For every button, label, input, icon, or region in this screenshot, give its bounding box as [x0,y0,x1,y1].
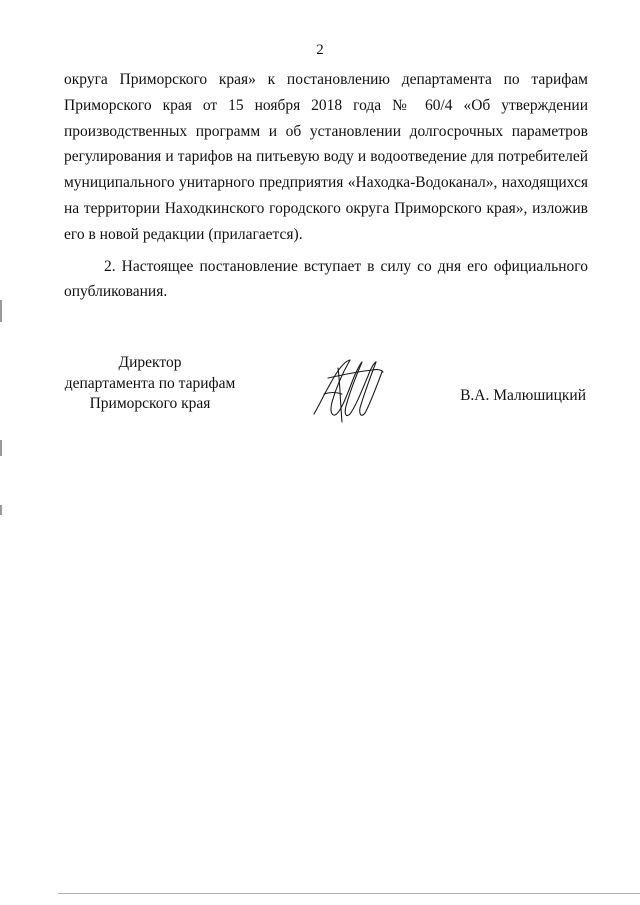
handwritten-signature [312,358,384,424]
text-line: опубликования. [64,283,168,301]
scan-edge-mark [0,440,2,456]
bottom-rule [58,893,640,894]
text-line: округа Приморского края» к постановлению департамента по тарифам [64,71,588,88]
signer-title [50,353,250,415]
paragraph-1 [64,67,588,248]
text-line: производственных программ и об установлении долгосрочных параметров [64,122,588,140]
text-line: регулирования и тарифов на питьевую воду и водоотведение для потребителей [64,148,588,166]
scan-edge-mark [0,300,2,322]
text-line: на территории Находкинского городского округа Приморского края», изложив [64,199,588,217]
signer-title-line: Директор [118,354,182,371]
text-line: его в новой редакции (прилагается). [64,225,303,243]
page-number: 2 [316,42,324,58]
scan-edge-mark [0,505,2,515]
signer-title-line: департамента по тарифам [64,374,236,392]
signer-name: В.А. Малюшицкий [460,387,586,404]
text-line: 2. Настоящее постановление вступает в силу со дня его официального [104,257,588,275]
text-line: муниципального унитарного предприятия «Находка-Водоканал», находящихся [64,174,588,192]
paragraph-2 [64,254,588,306]
signer-title-line: Приморского края [89,395,211,412]
body-text [64,67,588,305]
text-line: Приморского края от 15 ноября 2018 года № 60/4 «Об утверждении [64,96,588,114]
